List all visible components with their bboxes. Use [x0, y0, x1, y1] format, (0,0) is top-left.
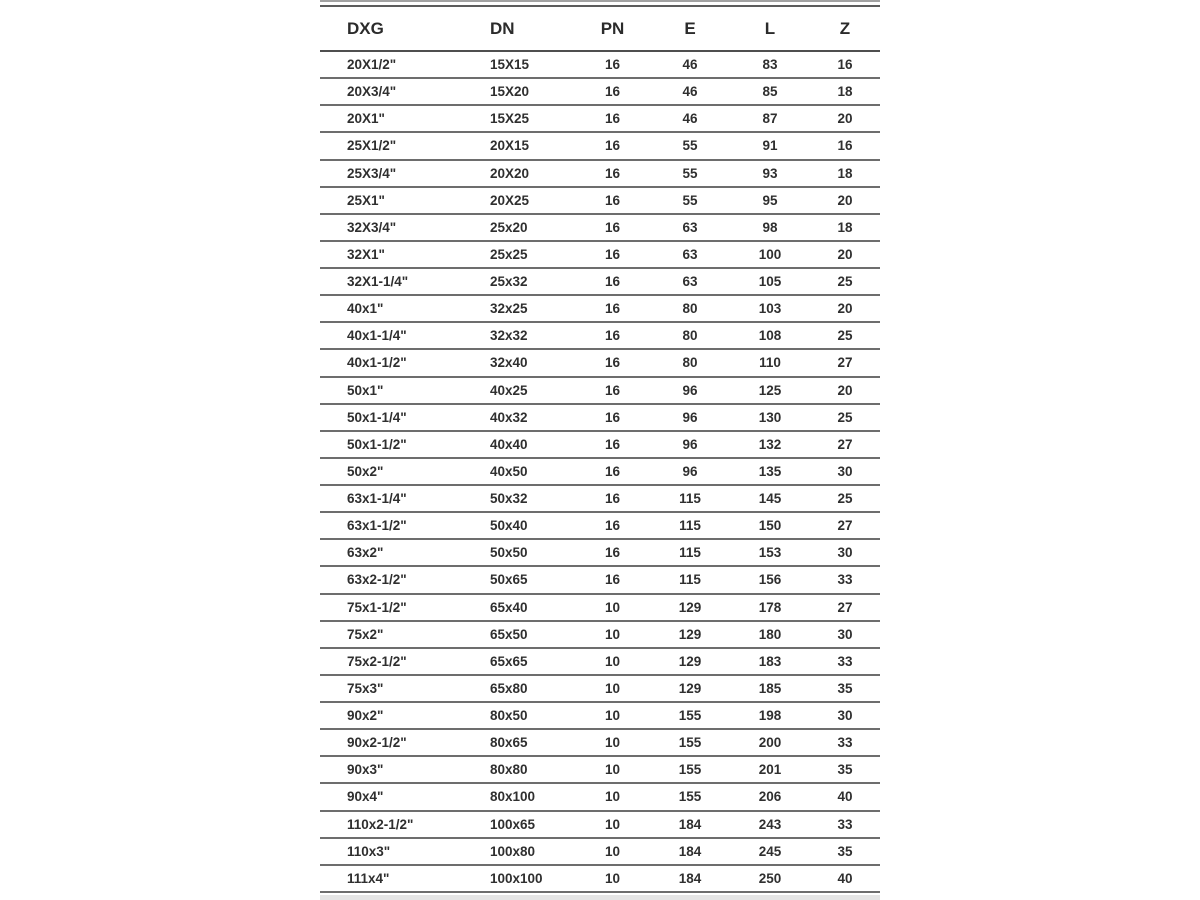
- cell-pn: 16: [604, 382, 621, 398]
- cell-dxg: 63x2": [347, 545, 384, 561]
- cell-l: 200: [758, 735, 782, 751]
- cell-e: 115: [679, 491, 701, 507]
- table-row: [320, 784, 880, 811]
- cell-z: 30: [837, 626, 853, 642]
- cell-z: 40: [837, 789, 853, 805]
- cell-pn: 16: [604, 518, 621, 534]
- cell-z: 18: [837, 165, 853, 181]
- table-row: [320, 812, 880, 839]
- cell-dxg: 90x4": [347, 789, 384, 805]
- cell-dxg: 20X1": [347, 111, 385, 127]
- table-row: [320, 703, 880, 730]
- table-row: [320, 540, 880, 567]
- cell-dxg: 90x2-1/2": [347, 735, 407, 751]
- cell-dn: 40x32: [490, 409, 528, 425]
- cell-pn: 10: [604, 735, 621, 751]
- table-row: [320, 459, 880, 486]
- cell-e: 63: [682, 246, 698, 262]
- table-row: [320, 188, 880, 215]
- cell-l: 150: [758, 518, 782, 534]
- cell-dn: 20X25: [490, 192, 530, 208]
- cell-l: 93: [762, 165, 778, 181]
- cell-pn: 16: [604, 463, 621, 479]
- cell-pn: 16: [604, 491, 621, 507]
- cell-e: 80: [682, 301, 698, 317]
- table-row: [320, 676, 880, 703]
- cell-pn: 10: [604, 843, 621, 859]
- cell-e: 155: [678, 789, 702, 805]
- cell-z: 25: [837, 328, 853, 344]
- cell-e: 55: [682, 138, 698, 154]
- cell-z: 20: [837, 111, 853, 127]
- cell-pn: 10: [604, 680, 621, 696]
- cell-l: 83: [762, 57, 778, 73]
- cell-pn: 16: [604, 409, 621, 425]
- cell-e: 129: [678, 653, 702, 669]
- cell-z: 30: [837, 708, 853, 724]
- table-row: [320, 133, 880, 160]
- cell-dn: 15X20: [490, 84, 530, 100]
- table-header-row: [320, 7, 880, 52]
- cell-dn: 40x40: [490, 436, 528, 452]
- cell-dxg: 110x2-1/2": [347, 816, 414, 832]
- cell-dxg: 32X1": [347, 246, 385, 262]
- cell-l: 132: [758, 436, 782, 452]
- cell-pn: 16: [604, 436, 621, 452]
- table-row: [320, 567, 880, 594]
- cell-dn: 50x40: [490, 518, 528, 534]
- cell-l: 180: [758, 626, 782, 642]
- cell-e: 129: [678, 680, 702, 696]
- header-cell-pn: PN: [600, 18, 625, 38]
- cell-dn: 32x25: [490, 301, 528, 317]
- cell-l: 183: [758, 653, 782, 669]
- cell-dn: 80x65: [490, 735, 528, 751]
- cell-dn: 65x50: [490, 626, 528, 642]
- cell-e: 184: [678, 870, 702, 886]
- cell-pn: 16: [604, 57, 621, 73]
- cell-dn: 40x50: [490, 463, 528, 479]
- spec-table: [320, 0, 880, 900]
- cell-e: 46: [682, 57, 698, 73]
- cell-l: 87: [762, 111, 778, 127]
- cell-pn: 10: [604, 762, 621, 778]
- cell-dxg: 50x1": [347, 382, 384, 398]
- cell-l: 153: [758, 545, 782, 561]
- cell-dxg: 63x1-1/2": [347, 518, 407, 534]
- cell-dxg: 25X3/4": [347, 165, 397, 181]
- cell-dxg: 90x2": [347, 708, 384, 724]
- cell-dxg: 20X1/2": [347, 57, 397, 73]
- cell-dxg: 63x1-1/4": [347, 491, 407, 507]
- cell-z: 33: [837, 735, 853, 751]
- cell-pn: 16: [604, 328, 621, 344]
- cell-pn: 10: [604, 653, 621, 669]
- cell-l: 201: [758, 762, 782, 778]
- cell-z: 20: [837, 192, 853, 208]
- cell-z: 18: [837, 84, 853, 100]
- cell-l: 91: [762, 138, 778, 154]
- table-row: [320, 595, 880, 622]
- cell-e: 184: [678, 816, 702, 832]
- cell-dn: 100x100: [490, 870, 543, 886]
- cell-z: 18: [837, 219, 853, 235]
- cell-pn: 16: [604, 572, 621, 588]
- cell-pn: 16: [604, 301, 621, 317]
- cell-pn: 16: [604, 274, 621, 290]
- table-row: [320, 405, 880, 432]
- cell-dxg: 40x1-1/2": [347, 355, 407, 371]
- cell-dn: 65x65: [490, 653, 528, 669]
- cell-dxg: 25X1": [347, 192, 385, 208]
- cell-z: 27: [837, 436, 853, 452]
- cell-dxg: 75x1-1/2": [347, 599, 407, 615]
- cell-l: 108: [758, 328, 782, 344]
- header-cell-dn: DN: [490, 18, 515, 38]
- cell-dn: 50x32: [490, 491, 528, 507]
- cell-z: 40: [837, 870, 853, 886]
- cell-dxg: 63x2-1/2": [347, 572, 407, 588]
- cell-dxg: 50x1-1/2": [347, 436, 407, 452]
- table-row: [320, 513, 880, 540]
- cell-dn: 20X20: [490, 165, 530, 181]
- cell-dxg: 75x2-1/2": [347, 653, 407, 669]
- cell-pn: 10: [604, 708, 621, 724]
- cell-e: 96: [682, 436, 698, 452]
- cell-dn: 65x40: [490, 599, 528, 615]
- cell-l: 135: [758, 463, 782, 479]
- cell-pn: 16: [604, 246, 621, 262]
- cell-dxg: 20X3/4": [347, 84, 397, 100]
- header-cell-e: E: [684, 18, 696, 38]
- cell-dxg: 40x1-1/4": [347, 328, 407, 344]
- cell-z: 33: [837, 572, 853, 588]
- cell-dn: 80x50: [490, 708, 528, 724]
- cell-pn: 16: [604, 165, 621, 181]
- cell-l: 198: [758, 708, 782, 724]
- cell-z: 20: [837, 382, 853, 398]
- cell-dn: 25x20: [490, 219, 528, 235]
- cell-l: 110: [759, 355, 781, 371]
- cell-e: 96: [682, 382, 698, 398]
- table-row: [320, 350, 880, 377]
- cell-l: 250: [758, 870, 782, 886]
- cell-e: 129: [678, 626, 702, 642]
- header-cell-z: Z: [839, 18, 851, 38]
- cell-pn: 16: [604, 219, 621, 235]
- cell-l: 130: [758, 409, 782, 425]
- cell-e: 96: [682, 463, 698, 479]
- cell-e: 115: [679, 572, 701, 588]
- cell-dn: 40x25: [490, 382, 528, 398]
- cell-z: 20: [837, 246, 853, 262]
- table-row: [320, 52, 880, 79]
- header-cell-dxg: DXG: [347, 18, 384, 38]
- cell-e: 155: [678, 735, 702, 751]
- cell-z: 25: [837, 274, 853, 290]
- table-body: [320, 52, 880, 893]
- table-row: [320, 432, 880, 459]
- cell-l: 156: [758, 572, 782, 588]
- cell-l: 243: [758, 816, 782, 832]
- cell-e: 46: [682, 84, 698, 100]
- cell-pn: 16: [604, 192, 621, 208]
- cell-dn: 80x100: [490, 789, 536, 805]
- cell-l: 85: [762, 84, 778, 100]
- table-row: [320, 622, 880, 649]
- table-row: [320, 839, 880, 866]
- cell-z: 35: [837, 762, 853, 778]
- table-row: [320, 323, 880, 350]
- cell-z: 25: [837, 491, 853, 507]
- cell-e: 80: [682, 328, 698, 344]
- cell-e: 184: [678, 843, 702, 859]
- cell-l: 103: [758, 301, 782, 317]
- cell-dn: 80x80: [490, 762, 528, 778]
- cell-l: 178: [758, 599, 782, 615]
- cell-dn: 25x25: [490, 246, 528, 262]
- cell-e: 155: [678, 762, 702, 778]
- cell-dxg: 90x3": [347, 762, 384, 778]
- cell-dxg: 25X1/2": [347, 138, 397, 154]
- cell-pn: 10: [604, 599, 621, 615]
- cell-z: 30: [837, 545, 853, 561]
- cell-l: 98: [762, 219, 778, 235]
- cell-e: 129: [678, 599, 702, 615]
- cell-z: 35: [837, 680, 853, 696]
- table-row: [320, 296, 880, 323]
- cell-dn: 25x32: [490, 274, 528, 290]
- cell-l: 95: [762, 192, 778, 208]
- cell-pn: 16: [604, 355, 621, 371]
- cell-pn: 16: [604, 84, 621, 100]
- cell-dxg: 111x4": [347, 870, 390, 886]
- cell-dn: 32x40: [490, 355, 528, 371]
- cell-dn: 15X25: [490, 111, 530, 127]
- cell-dn: 32x32: [490, 328, 528, 344]
- table-row: [320, 79, 880, 106]
- table-row: [320, 730, 880, 757]
- table-row: [320, 242, 880, 269]
- cell-e: 155: [678, 708, 702, 724]
- table-row: [320, 757, 880, 784]
- cell-dxg: 50x1-1/4": [347, 409, 407, 425]
- cell-pn: 16: [604, 111, 621, 127]
- cell-z: 33: [837, 653, 853, 669]
- table-row: [320, 106, 880, 133]
- cell-dn: 100x65: [490, 816, 536, 832]
- cell-pn: 10: [604, 789, 621, 805]
- cell-e: 63: [682, 274, 698, 290]
- table-row: [320, 866, 880, 893]
- cell-dn: 20X15: [490, 138, 530, 154]
- cell-dn: 100x80: [490, 843, 536, 859]
- cell-e: 80: [682, 355, 698, 371]
- cell-dxg: 40x1": [347, 301, 384, 317]
- cell-dxg: 110x3": [347, 843, 391, 859]
- cell-e: 115: [679, 518, 701, 534]
- cell-e: 115: [679, 545, 701, 561]
- cell-e: 46: [682, 111, 698, 127]
- cell-l: 245: [758, 843, 782, 859]
- bottom-strip: [320, 895, 880, 900]
- cell-pn: 10: [604, 816, 621, 832]
- cell-z: 27: [837, 355, 853, 371]
- cell-pn: 16: [604, 545, 621, 561]
- cell-z: 20: [837, 301, 853, 317]
- cell-dxg: 75x2": [347, 626, 384, 642]
- cell-dxg: 32X1-1/4": [347, 274, 409, 290]
- cell-dn: 15X15: [490, 57, 530, 73]
- cell-dxg: 75x3": [347, 680, 384, 696]
- cell-z: 33: [837, 816, 853, 832]
- table-row: [320, 378, 880, 405]
- cell-z: 35: [837, 843, 853, 859]
- cell-z: 27: [837, 599, 853, 615]
- table-row: [320, 269, 880, 296]
- cell-dn: 65x80: [490, 680, 528, 696]
- cell-l: 125: [758, 382, 782, 398]
- cell-dxg: 32X3/4": [347, 219, 397, 235]
- cell-dn: 50x65: [490, 572, 528, 588]
- cell-l: 206: [758, 789, 782, 805]
- cell-e: 96: [682, 409, 698, 425]
- cell-z: 27: [837, 518, 853, 534]
- cell-dxg: 50x2": [347, 463, 384, 479]
- table-row: [320, 649, 880, 676]
- table-row: [320, 486, 880, 513]
- cell-z: 16: [837, 57, 853, 73]
- header-cell-l: L: [764, 18, 776, 38]
- table-row: [320, 161, 880, 188]
- cell-l: 185: [758, 680, 782, 696]
- cell-pn: 10: [604, 870, 621, 886]
- cell-z: 25: [837, 409, 853, 425]
- cell-z: 30: [837, 463, 853, 479]
- cell-e: 63: [682, 219, 698, 235]
- cell-z: 16: [837, 138, 853, 154]
- cell-e: 55: [682, 165, 698, 181]
- cell-l: 145: [758, 491, 782, 507]
- cell-dn: 50x50: [490, 545, 528, 561]
- cell-pn: 16: [604, 138, 621, 154]
- cell-e: 55: [682, 192, 698, 208]
- cell-l: 105: [758, 274, 782, 290]
- cell-pn: 10: [604, 626, 621, 642]
- cell-l: 100: [758, 246, 782, 262]
- table-row: [320, 215, 880, 242]
